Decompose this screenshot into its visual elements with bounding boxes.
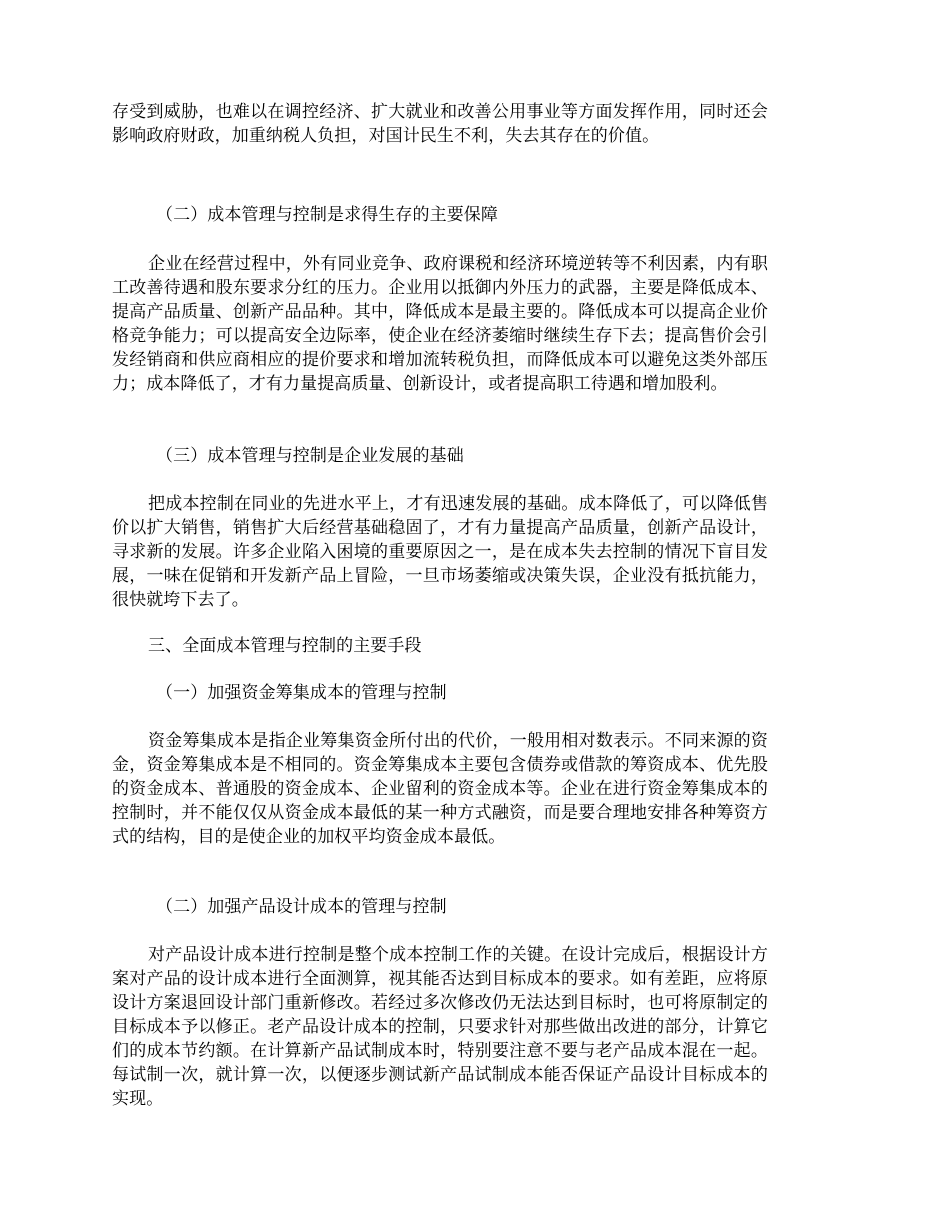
chapter-heading-means: 三、全面成本管理与控制的主要手段 <box>148 636 422 656</box>
section-heading-fund-raising: （一）加强资金筹集成本的管理与控制 <box>156 683 447 703</box>
section-heading-development: （三）成本管理与控制是企业发展的基础 <box>156 446 464 466</box>
section-heading-survival: （二）成本管理与控制是求得生存的主要保障 <box>156 205 498 225</box>
paragraph-development: 把成本控制在同业的先进水平上，才有迅速发展的基础。成本降低了，可以降低售价以扩大销售，销售扩大后经营基础稳固了，才有力量提高产品质量，创新产品设计，寻求新的发展。许多企业陷入困境的重要原因之一，是在成本失去控制的情况下盲目发展，一味在促销和开发新产品上冒险，一旦市场萎缩或决策失误，企业没有抵抗能力，很快就垮下去了。 <box>112 494 768 610</box>
paragraph-survival: 企业在经营过程中，外有同业竞争、政府课税和经济环境逆转等不利因素，内有职工改善待遇和股东要求分红的压力。企业用以抵御内外压力的武器，主要是降低成本、提高产品质量、创新产品品种。其中，降低成本是最主要的。降低成本可以提高企业价格竞争能力；可以提高安全边际率，使企业在经济萎缩时继续生存下去；提高售价会引发经销商和供应商相应的提价要求和增加流转税负担，而降低成本可以避免这类外部压力；成本降低了，才有力量提高质量、创新设计，或者提高职工待遇和增加股利。 <box>112 254 768 394</box>
paragraph-continuation: 存受到威胁，也难以在调控经济、扩大就业和改善公用事业等方面发挥作用，同时还会影响政府财政，加重纳税人负担，对国计民生不利，失去其存在的价值。 <box>112 102 768 146</box>
section-heading-product-design: （二）加强产品设计成本的管理与控制 <box>156 897 447 917</box>
paragraph-fund-raising: 资金筹集成本是指企业筹集资金所付出的代价，一般用相对数表示。不同来源的资金，资金筹集成本是不相同的。资金筹集成本主要包含债券或借款的筹资成本、优先股的资金成本、普通股的资金成本、企业留利的资金成本等。企业在进行资金筹集成本的控制时，并不能仅仅从资金成本最低的某一种方式融资，而是要合理地安排各种筹资方式的结构，目的是使企业的加权平均资金成本最低。 <box>112 731 768 847</box>
paragraph-product-design: 对产品设计成本进行控制是整个成本控制工作的关键。在设计完成后，根据设计方案对产品的设计成本进行全面测算，视其能否达到目标成本的要求。如有差距，应将原设计方案退回设计部门重新修改。若经过多次修改仍无法达到目标时，也可将原制定的目标成本予以修正。老产品设计成本的控制，只要求针对那些做出改进的部分，计算它们的成本节约额。在计算新产品试制成本时，特别要注意不要与老产品成本混在一起。每试制一次，就计算一次，以便逐步测试新产品试制成本能否保证产品设计目标成本的实现。 <box>112 945 768 1109</box>
